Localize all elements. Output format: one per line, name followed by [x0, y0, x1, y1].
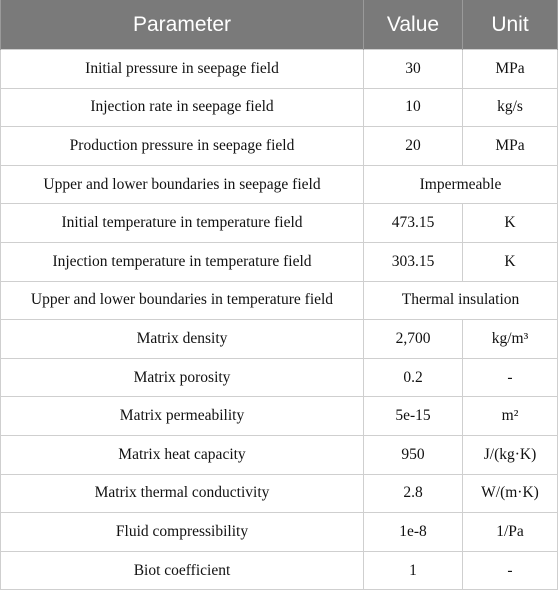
table-row [1, 165, 558, 204]
table-row [1, 127, 558, 166]
cell-value: 0.2 [364, 358, 463, 397]
cell-parameter: Upper and lower boundaries in seepage field [1, 165, 364, 204]
cell-parameter: Fluid compressibility [1, 513, 364, 552]
cell-value: 303.15 [364, 242, 463, 281]
table-row [1, 204, 558, 243]
table-row [1, 50, 558, 89]
header-row [1, 0, 558, 50]
cell-value: 950 [364, 435, 463, 474]
cell-unit: W/(m·K) [463, 474, 558, 513]
cell-value: 20 [364, 127, 463, 166]
table-row [1, 551, 558, 590]
cell-parameter: Injection rate in seepage field [1, 88, 364, 127]
table-header [1, 0, 558, 50]
table-row [1, 358, 558, 397]
cell-parameter: Injection temperature in temperature field [1, 242, 364, 281]
cell-unit: kg/m³ [463, 320, 558, 359]
cell-unit: K [463, 204, 558, 243]
table-row [1, 474, 558, 513]
table-row [1, 513, 558, 552]
cell-parameter: Upper and lower boundaries in temperature field [1, 281, 364, 320]
cell-value: 2.8 [364, 474, 463, 513]
table-row [1, 397, 558, 436]
cell-unit: 1/Pa [463, 513, 558, 552]
header-unit: Unit [463, 0, 558, 50]
cell-value: 5e-15 [364, 397, 463, 436]
cell-parameter: Matrix thermal conductivity [1, 474, 364, 513]
header-parameter: Parameter [1, 0, 364, 50]
cell-parameter: Matrix porosity [1, 358, 364, 397]
table-row [1, 320, 558, 359]
cell-unit: m² [463, 397, 558, 436]
cell-unit: - [463, 551, 558, 590]
table-row [1, 281, 558, 320]
cell-value: 2,700 [364, 320, 463, 359]
cell-parameter: Production pressure in seepage field [1, 127, 364, 166]
cell-parameter: Matrix heat capacity [1, 435, 364, 474]
cell-value: 30 [364, 50, 463, 89]
table-row [1, 435, 558, 474]
cell-value: 1 [364, 551, 463, 590]
table-row [1, 242, 558, 281]
cell-parameter: Matrix density [1, 320, 364, 359]
cell-unit: MPa [463, 50, 558, 89]
cell-unit: J/(kg·K) [463, 435, 558, 474]
cell-unit: K [463, 242, 558, 281]
cell-value: 1e-8 [364, 513, 463, 552]
cell-unit: - [463, 358, 558, 397]
cell-parameter: Initial pressure in seepage field [1, 50, 364, 89]
cell-merged-value: Impermeable [364, 165, 558, 204]
cell-value: 473.15 [364, 204, 463, 243]
cell-parameter: Matrix permeability [1, 397, 364, 436]
cell-parameter: Initial temperature in temperature field [1, 204, 364, 243]
table-row [1, 88, 558, 127]
cell-parameter: Biot coefficient [1, 551, 364, 590]
cell-unit: MPa [463, 127, 558, 166]
cell-value: 10 [364, 88, 463, 127]
header-value: Value [364, 0, 463, 50]
table-body [1, 50, 558, 590]
cell-merged-value: Thermal insulation [364, 281, 558, 320]
cell-unit: kg/s [463, 88, 558, 127]
